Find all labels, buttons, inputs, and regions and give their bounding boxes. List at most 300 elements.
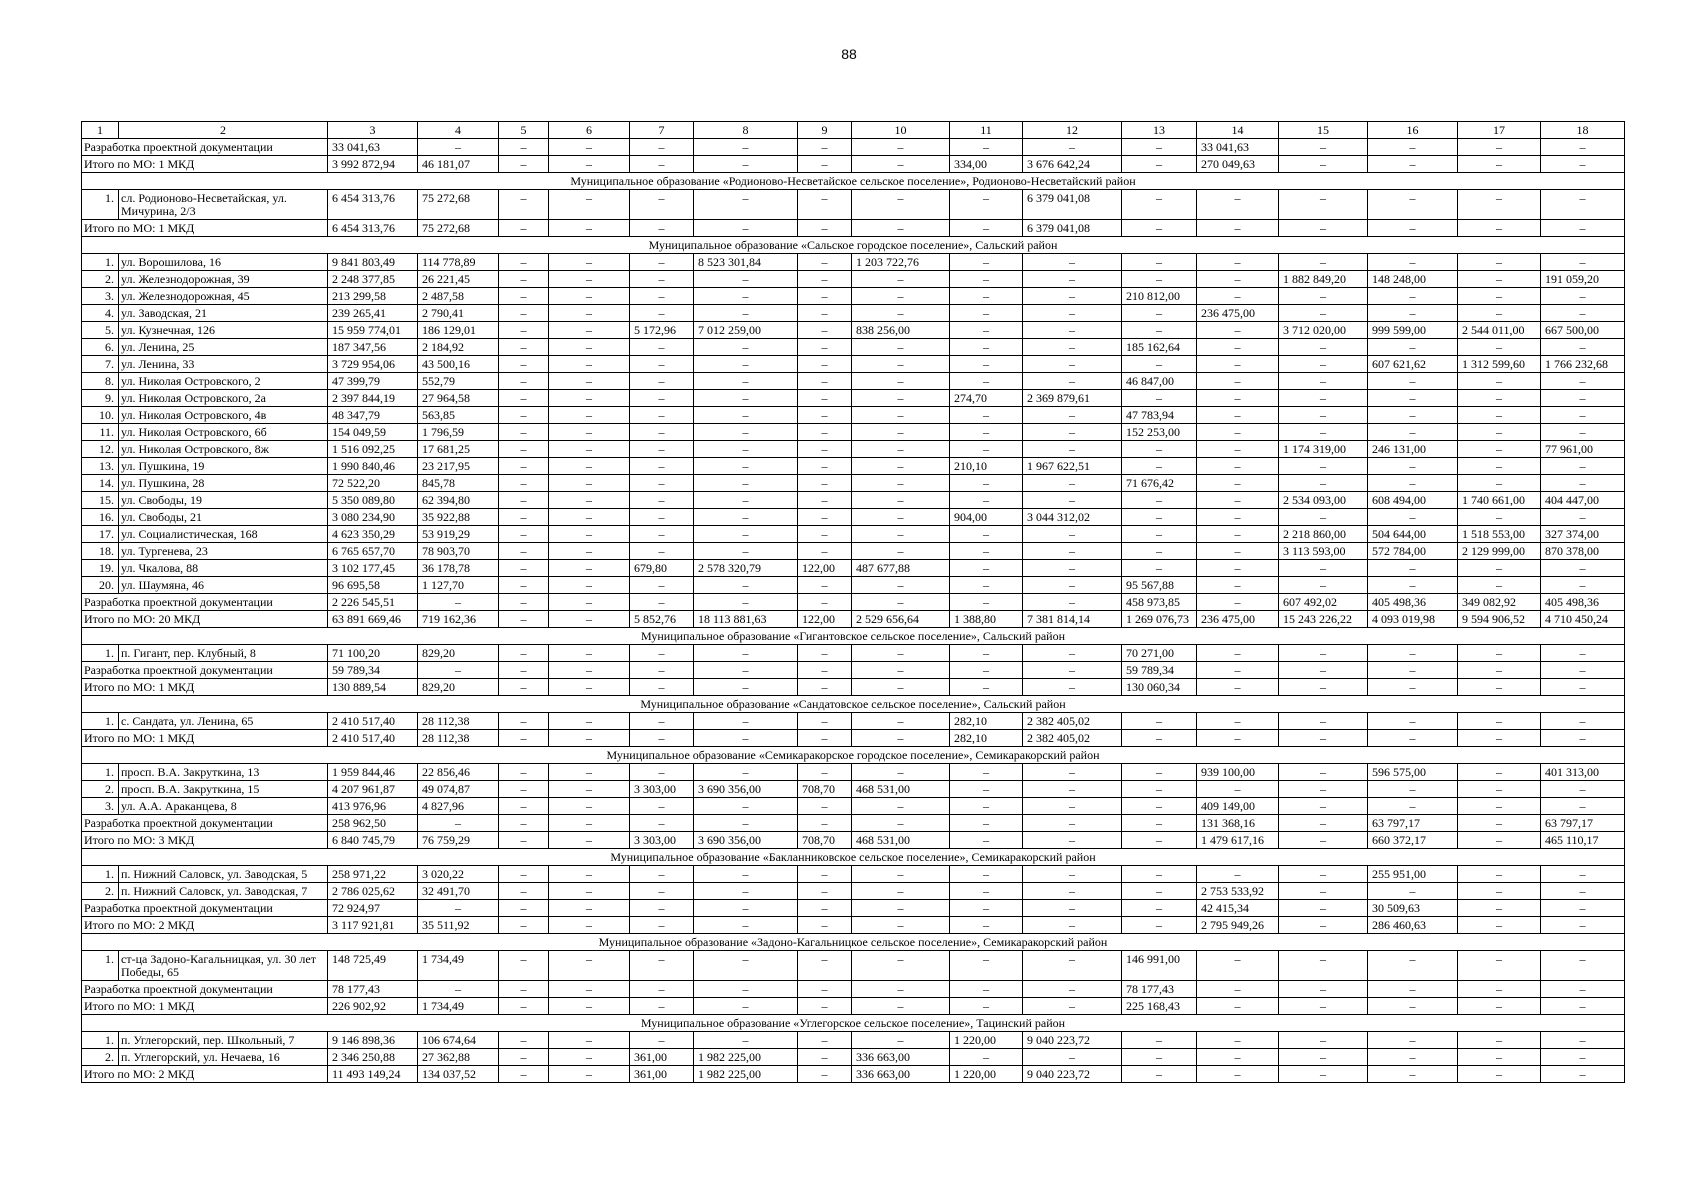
value-cell: 33 041,63 xyxy=(328,139,418,156)
value-cell: – xyxy=(1197,1066,1279,1083)
building-address: ул. Чкалова, 88 xyxy=(119,560,328,577)
value-cell: 336 663,00 xyxy=(852,1049,950,1066)
value-cell: 71 100,20 xyxy=(328,645,418,662)
value-cell: 22 856,46 xyxy=(418,764,499,781)
value-cell: 1 982 225,00 xyxy=(694,1066,798,1083)
value-cell: – xyxy=(1023,917,1122,934)
value-cell: 53 919,29 xyxy=(418,526,499,543)
building-address: ул. Тургенева, 23 xyxy=(119,543,328,560)
value-cell: – xyxy=(1279,815,1368,832)
value-cell: – xyxy=(1197,373,1279,390)
value-cell: – xyxy=(1368,509,1458,526)
value-cell: 258 962,50 xyxy=(328,815,418,832)
value-cell: – xyxy=(549,424,630,441)
municipality-title: Муниципальное образование «Углегорское сельское поселение», Тацинский район xyxy=(82,1015,1625,1032)
value-cell: – xyxy=(549,998,630,1015)
building-row xyxy=(82,441,1625,458)
value-cell: – xyxy=(499,981,549,998)
building-row xyxy=(82,322,1625,339)
row-number: 1. xyxy=(82,764,119,781)
value-cell: – xyxy=(1458,254,1541,271)
value-cell: 9 040 223,72 xyxy=(1023,1032,1122,1049)
value-cell: – xyxy=(798,424,852,441)
value-cell: – xyxy=(798,883,852,900)
value-cell: – xyxy=(852,713,950,730)
value-cell: – xyxy=(950,220,1023,237)
value-cell: 468 531,00 xyxy=(852,781,950,798)
value-cell: 2 410 517,40 xyxy=(328,730,418,747)
building-address: сл. Родионово-Несветайская, ул. Мичурина, 2/3 xyxy=(119,190,328,220)
value-cell: – xyxy=(798,390,852,407)
value-cell: – xyxy=(1197,509,1279,526)
value-cell: 43 500,16 xyxy=(418,356,499,373)
value-cell: – xyxy=(1023,662,1122,679)
value-cell: – xyxy=(694,1032,798,1049)
value-cell: 28 112,38 xyxy=(418,730,499,747)
value-cell: 48 347,79 xyxy=(328,407,418,424)
municipality-header-row xyxy=(82,696,1625,713)
value-cell: – xyxy=(1197,560,1279,577)
value-cell: – xyxy=(1197,220,1279,237)
value-cell: – xyxy=(950,798,1023,815)
value-cell: – xyxy=(1197,781,1279,798)
value-cell: – xyxy=(499,560,549,577)
value-cell: – xyxy=(499,645,549,662)
value-cell: – xyxy=(1368,662,1458,679)
value-cell: 4 827,96 xyxy=(418,798,499,815)
value-cell: 130 060,34 xyxy=(1122,679,1197,696)
value-cell: 225 168,43 xyxy=(1122,998,1197,1015)
value-cell: – xyxy=(1023,900,1122,917)
row-number: 16. xyxy=(82,509,119,526)
building-row xyxy=(82,390,1625,407)
value-cell: – xyxy=(1458,1032,1541,1049)
value-cell: – xyxy=(1122,832,1197,849)
value-cell: – xyxy=(499,288,549,305)
value-cell: – xyxy=(1541,220,1625,237)
value-cell: – xyxy=(1023,981,1122,998)
value-cell: – xyxy=(852,981,950,998)
value-cell: 76 759,29 xyxy=(418,832,499,849)
value-cell: – xyxy=(1023,543,1122,560)
building-row xyxy=(82,577,1625,594)
value-cell: 504 644,00 xyxy=(1368,526,1458,543)
value-cell: – xyxy=(630,492,694,509)
value-cell: – xyxy=(549,832,630,849)
value-cell: – xyxy=(1023,271,1122,288)
value-cell: – xyxy=(1122,781,1197,798)
column-number-cell: 7 xyxy=(630,122,694,139)
value-cell: – xyxy=(1541,156,1625,173)
value-cell: – xyxy=(1197,322,1279,339)
row-number: 12. xyxy=(82,441,119,458)
value-cell: – xyxy=(549,475,630,492)
value-cell: – xyxy=(1458,407,1541,424)
value-cell: – xyxy=(549,577,630,594)
value-cell: – xyxy=(798,917,852,934)
row-label: Разработка проектной документации xyxy=(82,139,328,156)
value-cell: – xyxy=(798,271,852,288)
value-cell: – xyxy=(1197,407,1279,424)
building-address: ул. Железнодорожная, 45 xyxy=(119,288,328,305)
value-cell: 1 959 844,46 xyxy=(328,764,418,781)
value-cell: – xyxy=(1197,679,1279,696)
value-cell: – xyxy=(852,441,950,458)
value-cell: – xyxy=(630,254,694,271)
value-cell: 2 382 405,02 xyxy=(1023,713,1122,730)
value-cell: – xyxy=(1458,998,1541,1015)
value-cell: – xyxy=(630,190,694,220)
building-row xyxy=(82,407,1625,424)
value-cell: – xyxy=(549,458,630,475)
value-cell: – xyxy=(549,662,630,679)
value-cell: – xyxy=(1279,713,1368,730)
value-cell: 3 080 234,90 xyxy=(328,509,418,526)
value-cell: – xyxy=(1197,288,1279,305)
building-row xyxy=(82,339,1625,356)
building-row xyxy=(82,190,1625,220)
value-cell: – xyxy=(694,577,798,594)
value-cell: 3 712 020,00 xyxy=(1279,322,1368,339)
value-cell: – xyxy=(1122,900,1197,917)
municipality-header-row xyxy=(82,628,1625,645)
value-cell: – xyxy=(798,526,852,543)
value-cell: – xyxy=(1279,730,1368,747)
value-cell: – xyxy=(549,611,630,628)
value-cell: – xyxy=(1197,339,1279,356)
value-cell: – xyxy=(1541,288,1625,305)
value-cell: – xyxy=(499,662,549,679)
value-cell: 2 578 320,79 xyxy=(694,560,798,577)
value-cell: – xyxy=(499,713,549,730)
value-cell: – xyxy=(1458,781,1541,798)
value-cell: – xyxy=(1197,730,1279,747)
row-label: Разработка проектной документации xyxy=(82,900,328,917)
value-cell: – xyxy=(549,594,630,611)
value-cell: – xyxy=(1368,645,1458,662)
value-cell: – xyxy=(950,305,1023,322)
value-cell: – xyxy=(694,815,798,832)
value-cell: – xyxy=(1197,271,1279,288)
value-cell: – xyxy=(1368,373,1458,390)
value-cell: – xyxy=(852,373,950,390)
value-cell: – xyxy=(1122,492,1197,509)
value-cell: – xyxy=(798,662,852,679)
value-cell: – xyxy=(630,305,694,322)
value-cell: 146 991,00 xyxy=(1122,951,1197,981)
value-cell: – xyxy=(1023,998,1122,1015)
value-cell: – xyxy=(950,815,1023,832)
value-cell: – xyxy=(1368,1032,1458,1049)
value-cell: – xyxy=(1458,1049,1541,1066)
value-cell: 258 971,22 xyxy=(328,866,418,883)
value-cell: – xyxy=(798,441,852,458)
value-cell: – xyxy=(630,407,694,424)
value-cell: 33 041,63 xyxy=(1197,139,1279,156)
value-cell: 2 218 860,00 xyxy=(1279,526,1368,543)
value-cell: – xyxy=(549,254,630,271)
column-number-cell: 12 xyxy=(1023,122,1122,139)
value-cell: – xyxy=(499,424,549,441)
value-cell: – xyxy=(630,645,694,662)
value-cell: – xyxy=(1197,1049,1279,1066)
value-cell: – xyxy=(499,883,549,900)
value-cell: – xyxy=(1541,458,1625,475)
municipality-header-row xyxy=(82,747,1625,764)
value-cell: – xyxy=(1368,190,1458,220)
value-cell: – xyxy=(630,373,694,390)
value-cell: – xyxy=(852,815,950,832)
row-number: 1. xyxy=(82,866,119,883)
value-cell: – xyxy=(418,662,499,679)
value-cell: – xyxy=(1122,190,1197,220)
value-cell: – xyxy=(1279,509,1368,526)
value-cell: – xyxy=(499,509,549,526)
value-cell: – xyxy=(630,713,694,730)
value-cell: – xyxy=(1541,798,1625,815)
value-cell: 458 973,85 xyxy=(1122,594,1197,611)
value-cell: – xyxy=(1458,156,1541,173)
value-cell: 572 784,00 xyxy=(1368,543,1458,560)
summary-row xyxy=(82,594,1625,611)
value-cell: – xyxy=(694,730,798,747)
value-cell: – xyxy=(1023,951,1122,981)
value-cell: 409 149,00 xyxy=(1197,798,1279,815)
value-cell: – xyxy=(1279,356,1368,373)
column-number-cell: 6 xyxy=(549,122,630,139)
building-address: с. Сандата, ул. Ленина, 65 xyxy=(119,713,328,730)
value-cell: – xyxy=(1368,220,1458,237)
value-cell: – xyxy=(1541,577,1625,594)
value-cell: 1 967 622,51 xyxy=(1023,458,1122,475)
value-cell: – xyxy=(1458,339,1541,356)
value-cell: – xyxy=(549,560,630,577)
value-cell: – xyxy=(1368,679,1458,696)
value-cell: 114 778,89 xyxy=(418,254,499,271)
value-cell: 2 795 949,26 xyxy=(1197,917,1279,934)
row-label: Разработка проектной документации xyxy=(82,815,328,832)
building-address: просп. В.А. Закруткина, 15 xyxy=(119,781,328,798)
value-cell: 608 494,00 xyxy=(1368,492,1458,509)
row-label: Итого по МО: 1 МКД xyxy=(82,679,328,696)
value-cell: – xyxy=(1541,139,1625,156)
row-number: 1. xyxy=(82,254,119,271)
value-cell: – xyxy=(1122,305,1197,322)
value-cell: – xyxy=(1368,577,1458,594)
value-cell: – xyxy=(630,815,694,832)
value-cell: 59 789,34 xyxy=(1122,662,1197,679)
value-cell: – xyxy=(694,526,798,543)
value-cell: – xyxy=(950,322,1023,339)
value-cell: – xyxy=(1279,951,1368,981)
value-cell: – xyxy=(1279,1049,1368,1066)
value-cell: – xyxy=(1023,407,1122,424)
value-cell: – xyxy=(630,662,694,679)
value-cell: 361,00 xyxy=(630,1049,694,1066)
value-cell: – xyxy=(1458,679,1541,696)
value-cell: – xyxy=(549,509,630,526)
building-row xyxy=(82,1032,1625,1049)
row-number: 9. xyxy=(82,390,119,407)
value-cell: – xyxy=(1541,407,1625,424)
value-cell: – xyxy=(694,156,798,173)
value-cell: – xyxy=(499,998,549,1015)
building-address: п. Углегорский, пер. Школьный, 7 xyxy=(119,1032,328,1049)
summary-row xyxy=(82,981,1625,998)
value-cell: – xyxy=(1122,713,1197,730)
value-cell: 72 522,20 xyxy=(328,475,418,492)
value-cell: – xyxy=(630,883,694,900)
municipality-title: Муниципальное образование «Семикаракорское городское поселение», Семикаракорский район xyxy=(82,747,1625,764)
building-row xyxy=(82,560,1625,577)
value-cell: – xyxy=(950,475,1023,492)
value-cell: – xyxy=(1279,156,1368,173)
value-cell: 1 982 225,00 xyxy=(694,1049,798,1066)
value-cell: 270 049,63 xyxy=(1197,156,1279,173)
value-cell: 4 207 961,87 xyxy=(328,781,418,798)
value-cell: – xyxy=(499,781,549,798)
value-cell: – xyxy=(630,679,694,696)
building-row xyxy=(82,373,1625,390)
value-cell: – xyxy=(1122,866,1197,883)
value-cell: – xyxy=(852,156,950,173)
value-cell: – xyxy=(1122,458,1197,475)
value-cell: 845,78 xyxy=(418,475,499,492)
value-cell: – xyxy=(1458,662,1541,679)
value-cell: – xyxy=(694,798,798,815)
value-cell: – xyxy=(1122,1049,1197,1066)
value-cell: – xyxy=(549,645,630,662)
value-cell: 17 681,25 xyxy=(418,441,499,458)
value-cell: 75 272,68 xyxy=(418,220,499,237)
value-cell: – xyxy=(1197,254,1279,271)
value-cell: 95 567,88 xyxy=(1122,577,1197,594)
value-cell: – xyxy=(694,373,798,390)
value-cell: – xyxy=(852,339,950,356)
value-cell: 660 372,17 xyxy=(1368,832,1458,849)
row-label: Итого по МО: 1 МКД xyxy=(82,220,328,237)
value-cell: 77 961,00 xyxy=(1541,441,1625,458)
summary-row xyxy=(82,611,1625,628)
value-cell: 35 922,88 xyxy=(418,509,499,526)
value-cell: – xyxy=(630,156,694,173)
building-row xyxy=(82,305,1625,322)
value-cell: 185 162,64 xyxy=(1122,339,1197,356)
value-cell: – xyxy=(630,577,694,594)
value-cell: – xyxy=(549,1049,630,1066)
municipality-title: Муниципальное образование «Бакланниковское сельское поселение», Семикаракорский район xyxy=(82,849,1625,866)
value-cell: – xyxy=(1197,577,1279,594)
municipality-title: Муниципальное образование «Гигантовское сельское поселение», Сальский район xyxy=(82,628,1625,645)
value-cell: – xyxy=(549,917,630,934)
row-label: Итого по МО: 1 МКД xyxy=(82,998,328,1015)
value-cell: 27 964,58 xyxy=(418,390,499,407)
value-cell: – xyxy=(798,998,852,1015)
value-cell: – xyxy=(1279,407,1368,424)
value-cell: – xyxy=(1023,373,1122,390)
building-row xyxy=(82,526,1625,543)
value-cell: – xyxy=(1458,271,1541,288)
value-cell: 46 847,00 xyxy=(1122,373,1197,390)
value-cell: – xyxy=(630,458,694,475)
value-cell: – xyxy=(499,441,549,458)
row-label: Разработка проектной документации xyxy=(82,594,328,611)
value-cell: 2 382 405,02 xyxy=(1023,730,1122,747)
value-cell: – xyxy=(630,441,694,458)
column-number-cell: 3 xyxy=(328,122,418,139)
row-number: 4. xyxy=(82,305,119,322)
value-cell: – xyxy=(1368,883,1458,900)
value-cell: – xyxy=(1197,981,1279,998)
building-address: ул. Николая Островского, 2 xyxy=(119,373,328,390)
value-cell: 210 812,00 xyxy=(1122,288,1197,305)
summary-row xyxy=(82,815,1625,832)
row-number: 1. xyxy=(82,645,119,662)
municipality-header-row xyxy=(82,237,1625,254)
value-cell: 1 882 849,20 xyxy=(1279,271,1368,288)
value-cell: – xyxy=(950,900,1023,917)
municipality-header-row xyxy=(82,1015,1625,1032)
value-cell: – xyxy=(694,305,798,322)
value-cell: – xyxy=(950,577,1023,594)
building-row xyxy=(82,713,1625,730)
value-cell: 9 594 906,52 xyxy=(1458,611,1541,628)
value-cell: – xyxy=(1023,305,1122,322)
value-cell: – xyxy=(852,458,950,475)
value-cell: – xyxy=(1541,305,1625,322)
value-cell: 3 117 921,81 xyxy=(328,917,418,934)
value-cell: – xyxy=(499,254,549,271)
value-cell: – xyxy=(1368,560,1458,577)
value-cell: – xyxy=(1023,764,1122,781)
value-cell: – xyxy=(1023,1049,1122,1066)
value-cell: – xyxy=(950,526,1023,543)
row-number: 2. xyxy=(82,781,119,798)
value-cell: – xyxy=(798,713,852,730)
value-cell: 1 766 232,68 xyxy=(1541,356,1625,373)
column-number-cell: 9 xyxy=(798,122,852,139)
value-cell: – xyxy=(852,730,950,747)
value-cell: – xyxy=(1023,339,1122,356)
value-cell: – xyxy=(950,560,1023,577)
row-number: 1. xyxy=(82,190,119,220)
value-cell: – xyxy=(1122,509,1197,526)
value-cell: – xyxy=(694,900,798,917)
value-cell: – xyxy=(1279,679,1368,696)
value-cell: 1 174 319,00 xyxy=(1279,441,1368,458)
value-cell: – xyxy=(1368,1066,1458,1083)
value-cell: 96 695,58 xyxy=(328,577,418,594)
value-cell: – xyxy=(950,356,1023,373)
value-cell: 7 012 259,00 xyxy=(694,322,798,339)
building-address: ул. Николая Островского, 8ж xyxy=(119,441,328,458)
value-cell: – xyxy=(1279,764,1368,781)
value-cell: 6 379 041,08 xyxy=(1023,220,1122,237)
value-cell: – xyxy=(852,662,950,679)
value-cell: – xyxy=(950,1049,1023,1066)
value-cell: 401 313,00 xyxy=(1541,764,1625,781)
value-cell: 75 272,68 xyxy=(418,190,499,220)
value-cell: 122,00 xyxy=(798,560,852,577)
value-cell: – xyxy=(852,998,950,1015)
row-number: 1. xyxy=(82,951,119,981)
value-cell: 1 220,00 xyxy=(950,1066,1023,1083)
row-number: 19. xyxy=(82,560,119,577)
value-cell: 32 491,70 xyxy=(418,883,499,900)
value-cell: – xyxy=(694,407,798,424)
value-cell: – xyxy=(630,424,694,441)
value-cell: – xyxy=(1279,475,1368,492)
